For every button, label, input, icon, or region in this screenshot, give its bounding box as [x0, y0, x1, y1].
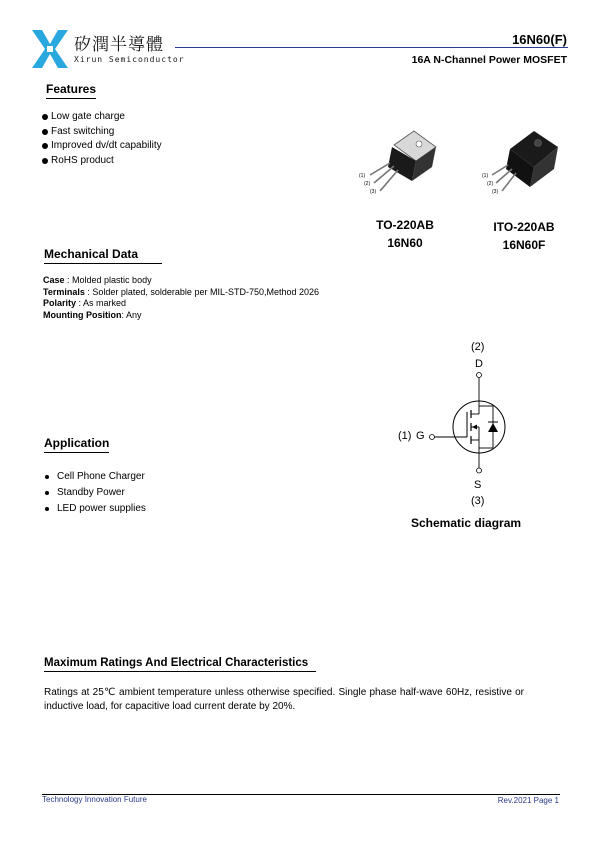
bullet-icon — [45, 475, 49, 479]
bullet-icon — [42, 129, 48, 135]
features-list — [42, 110, 162, 168]
package-name: TO-220AB — [376, 218, 434, 232]
pin1-label: (1) — [482, 173, 489, 179]
application-item: LED power supplies — [45, 501, 146, 517]
mechanical-row: Polarity : As marked — [43, 298, 127, 308]
company-name-english: Xirun Semiconductor — [74, 55, 185, 64]
feature-item: RoHS product — [42, 154, 162, 169]
product-subtitle: 16A N-Channel Power MOSFET — [411, 54, 567, 66]
mechanical-row: Terminals : Solder plated, solderable per MIL-STD-750,Method 2026 — [43, 286, 320, 297]
company-logo-icon — [32, 30, 68, 68]
bullet-icon — [42, 158, 48, 164]
feature-item: Improved dv/dt capability — [42, 139, 162, 154]
to220-package-image — [356, 125, 446, 200]
feature-item: Low gate charge — [42, 110, 162, 125]
bullet-icon — [42, 143, 48, 149]
schematic-caption: Schematic diagram — [411, 516, 522, 530]
footer-page-info: Rev.2021 Page 1 — [497, 796, 559, 805]
bullet-icon — [45, 507, 49, 511]
source-pin-label: (3) — [471, 495, 485, 507]
gate-pin-label: (1) — [398, 430, 412, 442]
mechanical-row: Mounting Position: Any — [43, 309, 142, 320]
application-heading: Application — [44, 436, 109, 453]
pin3-label: (3) — [492, 189, 499, 195]
gate-label: G — [416, 430, 425, 442]
mechanical-list — [43, 275, 319, 321]
application-item: Standby Power — [45, 485, 146, 501]
mechanical-heading: Mechanical Data — [44, 247, 162, 264]
drain-pin-label: (2) — [471, 341, 485, 353]
ratings-paragraph: Ratings at 25℃ ambient temperature unless otherwise specified. Single phase half-wave 60Hz, resistive or inductive load, for capacitive load current derate by 20%. — [44, 687, 524, 712]
footer-slogan: Technology Innovation Future — [42, 795, 147, 804]
pin2-label: (2) — [364, 181, 371, 187]
part-number-title: 16N60(F) — [512, 32, 567, 47]
feature-item: Fast switching — [42, 125, 162, 140]
mechanical-row: Case : Molded plastic body — [43, 275, 152, 285]
bullet-icon — [45, 491, 49, 495]
company-name-chinese: 矽潤半導體 — [74, 35, 164, 55]
pin1-label: (1) — [359, 173, 366, 179]
pin3-label: (3) — [370, 189, 377, 195]
header-rule — [175, 47, 568, 48]
application-item: Cell Phone Charger — [45, 469, 146, 485]
ratings-heading: Maximum Ratings And Electrical Characteristics — [44, 657, 316, 672]
pin2-label: (2) — [487, 181, 494, 187]
bullet-icon — [42, 114, 48, 120]
to220-label — [355, 216, 455, 252]
ito220-package-image — [480, 125, 570, 200]
package-part: 16N60F — [502, 238, 546, 252]
package-name: ITO-220AB — [493, 220, 555, 234]
package-part: 16N60 — [387, 236, 423, 250]
mosfet-symbol-icon — [425, 370, 515, 480]
application-list — [45, 469, 146, 517]
source-label: S — [474, 479, 482, 491]
features-heading: Features — [46, 82, 96, 99]
ito220-label — [474, 218, 574, 254]
drain-label: D — [475, 358, 483, 370]
